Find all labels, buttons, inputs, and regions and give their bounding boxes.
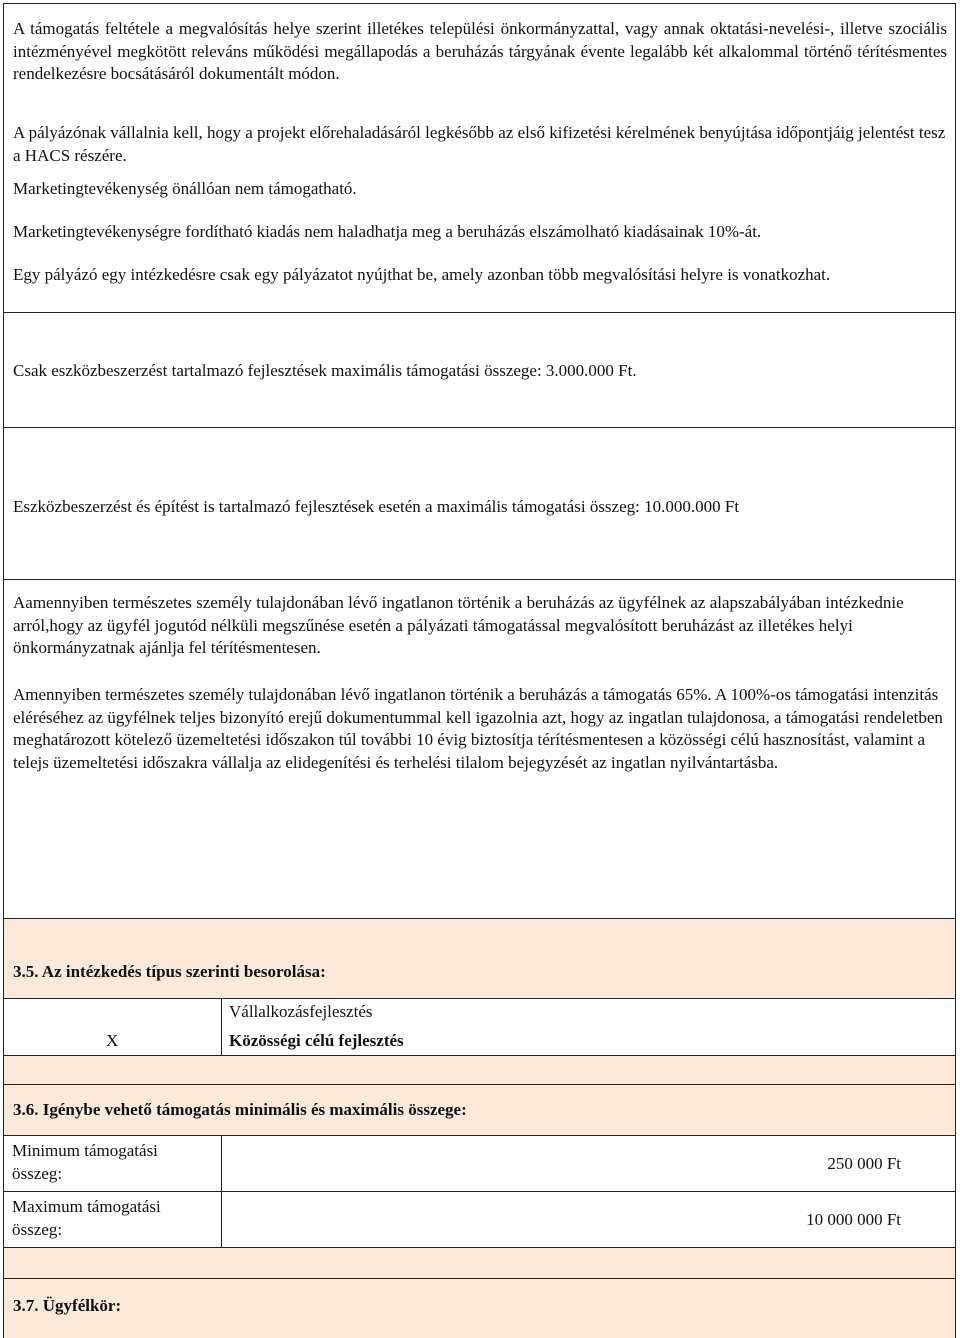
paragraph: Csak eszközbeszerzést tartalmazó fejlesztések maximális támogatási összege: 3.000.000 Ft. [13,361,637,380]
paragraph: A támogatás feltétele a megvalósítás helye szerint illetékes települési önkormányzattal, vagy annak oktatási-nevelési-, illetve szociális intézményével megkötött releváns működési megállapodás a beruházás tárgyának évente legalább két alkalommal történő térítésmentes rendelkezésre bocsátásáról dokumentált módon. [13,19,947,83]
paragraph: Egy pályázó egy intézkedésre csak egy pályázatot nyújthat be, amely azonban több megvalósítási helyre is vonatkozhat. [13,265,831,284]
section-3-5 [3,918,956,1085]
paragraph: Marketingtevékenységre fordítható kiadás nem haladhatja meg a beruházás elszámolható kiadásainak 10%-át. [13,222,762,241]
section-3-6 [3,1084,956,1279]
amount-table [4,1135,955,1248]
minimum-value: 250 000 Ft [827,1154,901,1173]
paragraph: A pályázónak vállalnia kell, hogy a projekt előrehaladásáról legkésőbb az első kifizetési kérelmének benyújtása időpontjáig jelentést tesz a HACS részére. [13,123,946,165]
option-label: Vállalkozásfejlesztés [229,1002,373,1021]
maximum-value: 10 000 000 Ft [806,1210,901,1229]
paragraph: Eszközbeszerzést és építést is tartalmazó fejlesztések esetén a maximális támogatási összeg: 10.000.000 Ft [13,497,740,516]
classification-table [4,998,955,1056]
section-heading: 3.6. Igénybe vehető támogatás minimális és maximális összege: [13,1100,467,1119]
conditions-block [3,3,956,313]
section-heading: 3.5. Az intézkedés típus szerinti besorolása: [13,962,326,981]
checkbox-mark: X [106,1031,119,1050]
section-3-7 [3,1278,956,1338]
paragraph: Amennyiben természetes személy tulajdonában lévő ingatlanon történik a beruházás a támogatás 65%. A 100%-os támogatási intenzitás eléréséhez az ügyfélnek teljes bizonyító erejű dokumentummal kell igazolnia azt, hogy az ingatlan tulajdonosa, a támogatási rendeletben meghatározott kötelező üzemeltetési időszakon túl további 10 évig biztosítja térítésmentesen a közösségi célú hasznosítást, valamint a telejs üzemeltetési időszakra vállalja az elidegenítési és terhelési tilalom bejegyzését az ingatlan nyilvántartásba. [13,685,943,772]
maximum-label: Maximum támogatási összeg: [12,1197,161,1239]
option-label-selected: Közösségi célú fejlesztés [229,1031,404,1050]
section-heading: 3.7. Ügyfélkör: [13,1296,122,1315]
paragraph: Aamennyiben természetes személy tulajdonában lévő ingatlanon történik a beruházás az ügyfélnek az alapszabályában intézkednie arról,hogy az ügyfél jogutód nélküli megszűnése esetén a pályázati támogatással megvalósított beruházást az illetékes helyi önkormányzatnak ajánlja fel térítésmentesen. [13,593,904,657]
ownership-conditions-block [3,579,956,919]
minimum-label: Minimum támogatási összeg: [12,1141,158,1183]
paragraph: Marketingtevékenység önállóan nem támogatható. [13,179,357,198]
construction-max-amount-block [3,427,956,580]
tools-max-amount-block [3,312,956,428]
